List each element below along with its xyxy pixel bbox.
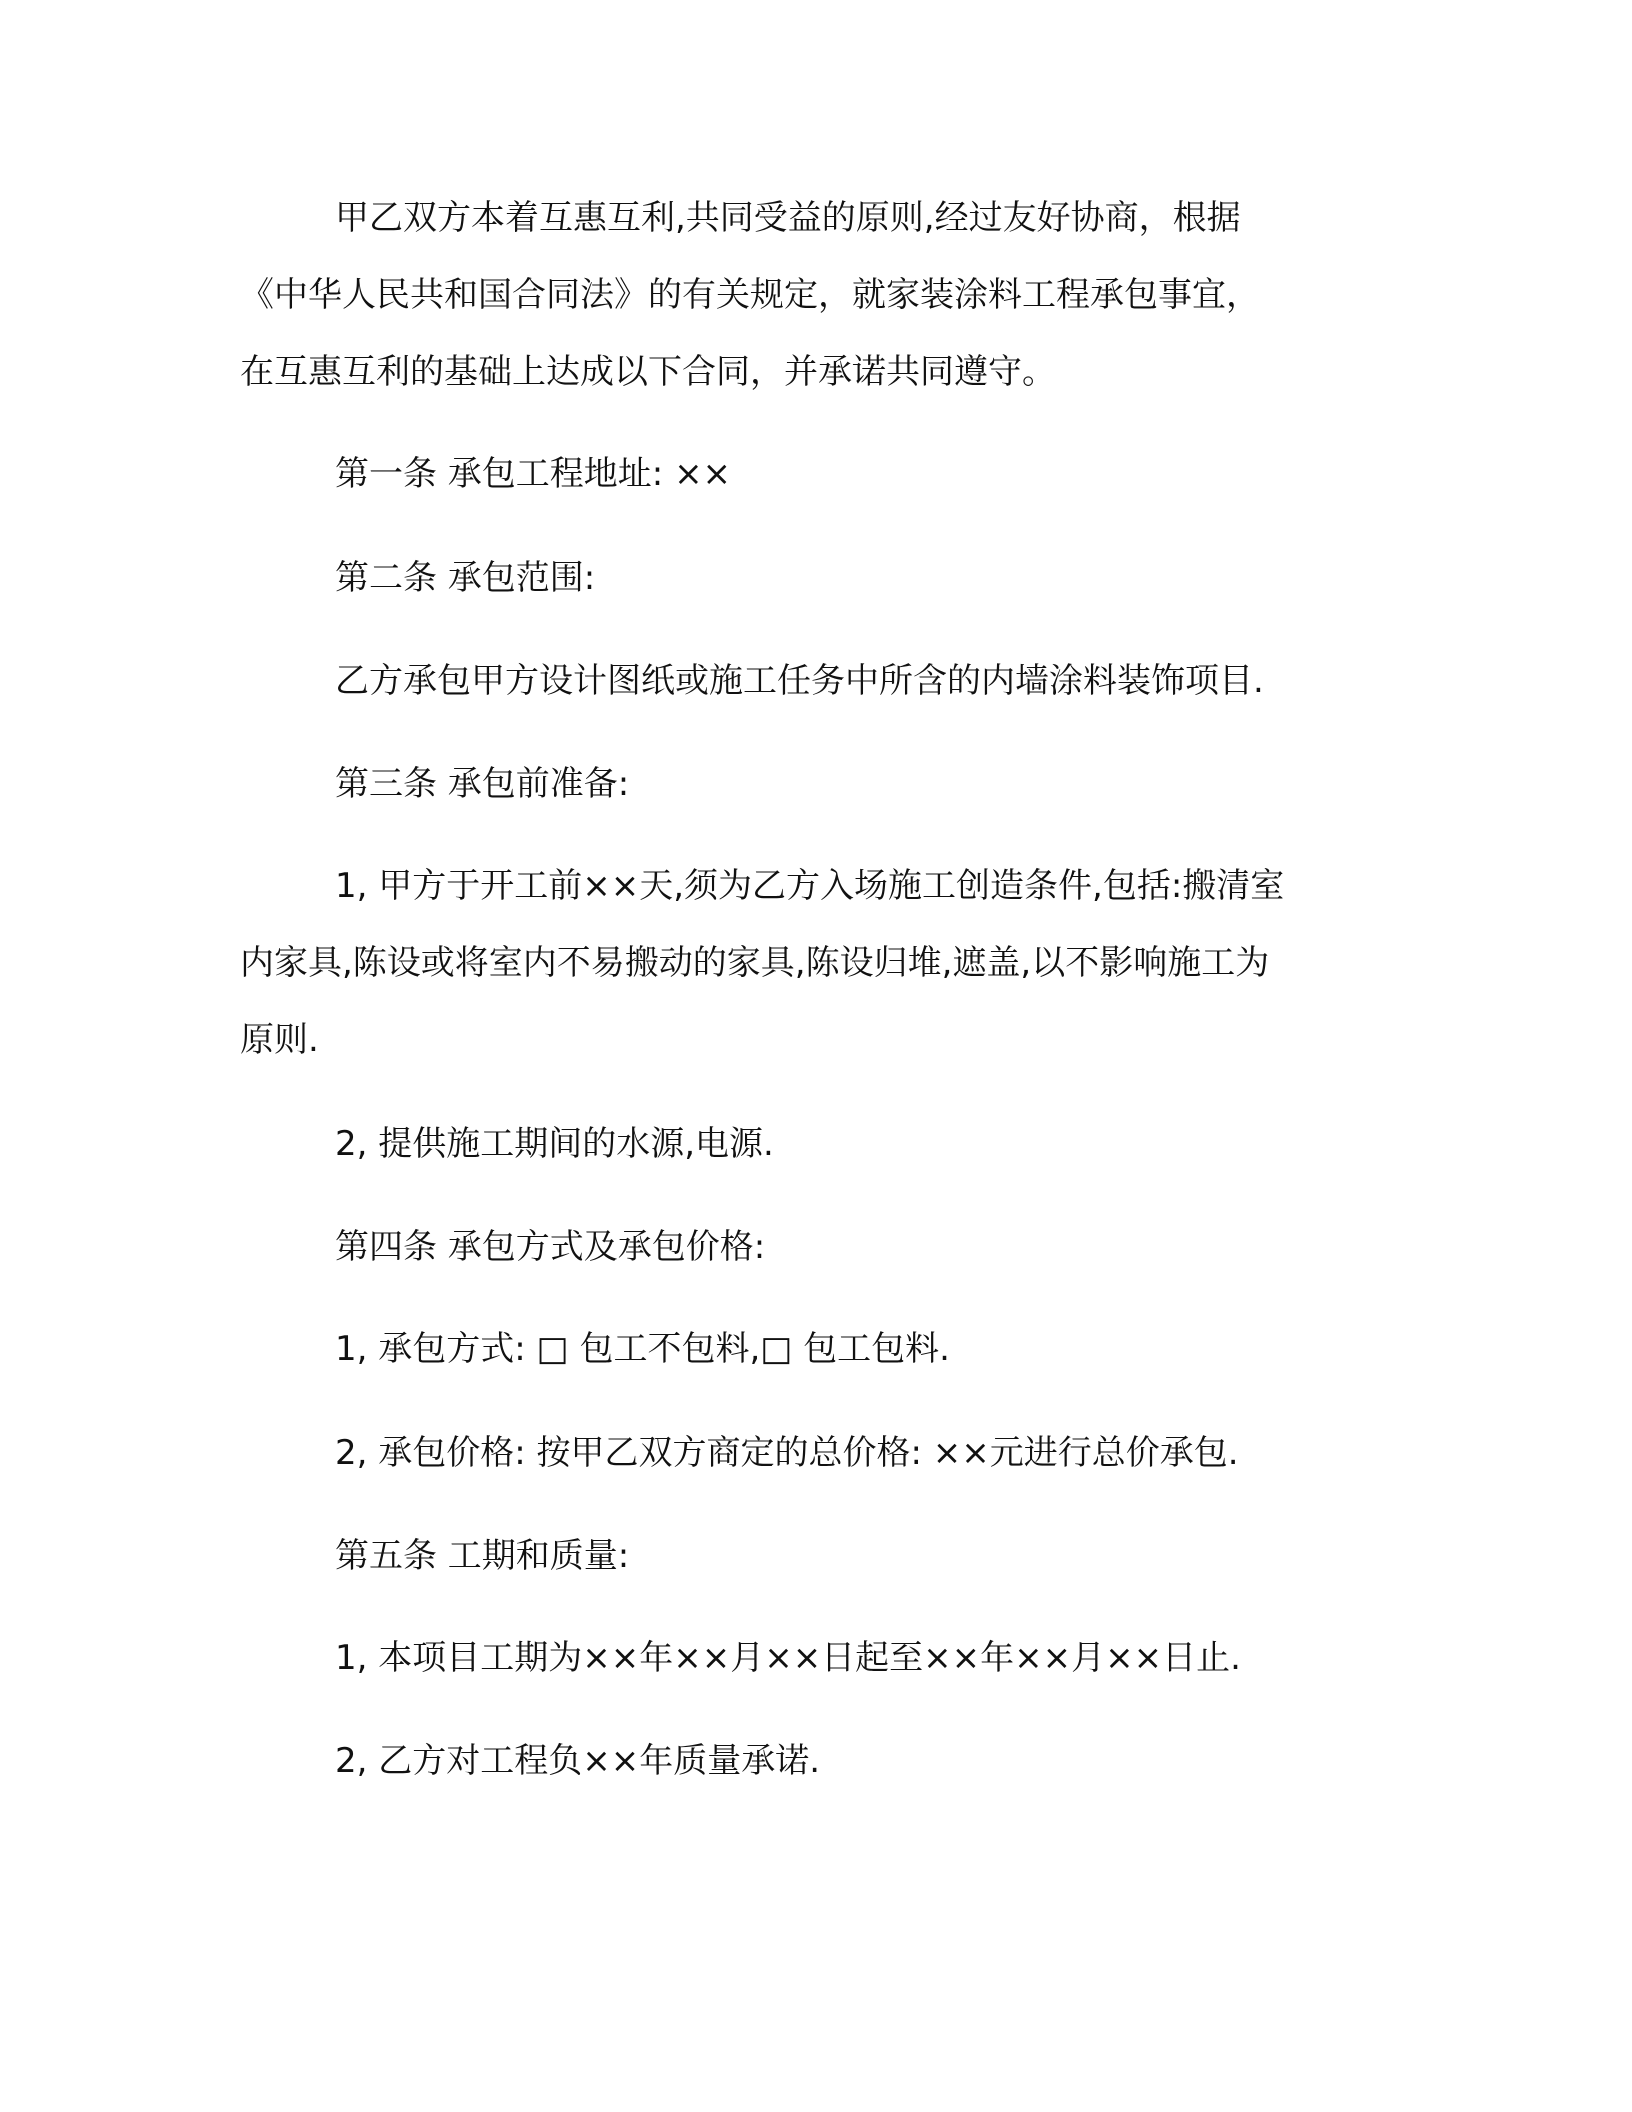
article-5-item-1: [240, 1620, 1390, 1697]
article-5-item-2: [240, 1723, 1390, 1800]
article-3-item-2: [240, 1106, 1390, 1183]
article-1-heading: [240, 436, 1390, 513]
article-3-item-1-line-1: 1, 甲方于开工前××天,须为乙方入场施工创造条件,包括:搬清室: [335, 866, 1285, 906]
article-1-text: 第一条 承包工程地址: ××: [335, 454, 732, 494]
article-4-heading: [240, 1209, 1390, 1286]
article-3-item-2-text: 2, 提供施工期间的水源,电源.: [335, 1124, 774, 1164]
article-2-body-text: 乙方承包甲方设计图纸或施工任务中所含的内墙涂料装饰项目.: [335, 661, 1264, 701]
article-3-item-1: [240, 848, 1390, 1079]
article-5-item-2-text: 2, 乙方对工程负××年质量承诺.: [335, 1741, 821, 1781]
article-3-text: 第三条 承包前准备:: [335, 764, 630, 804]
article-4-item-1-text: 1, 承包方式: □ 包工不包料,□ 包工包料.: [335, 1329, 950, 1369]
article-4-item-2: [240, 1415, 1390, 1492]
article-4-item-2-text: 2, 承包价格: 按甲乙双方商定的总价格: ××元进行总价承包.: [335, 1433, 1239, 1473]
article-5-heading: [240, 1518, 1390, 1595]
article-5-item-1-text: 1, 本项目工期为××年××月××日起至××年××月××日止.: [335, 1638, 1241, 1678]
article-4-item-1: [240, 1311, 1390, 1388]
article-3-heading: [240, 746, 1390, 823]
article-5-text: 第五条 工期和质量:: [335, 1536, 630, 1576]
article-2-body: [240, 643, 1390, 720]
article-4-text: 第四条 承包方式及承包价格:: [335, 1227, 766, 1267]
article-2-text: 第二条 承包范围:: [335, 558, 596, 598]
article-2-heading: [240, 540, 1390, 617]
intro-paragraph: [240, 180, 1390, 411]
article-3-item-1-line-2: 内家具,陈设或将室内不易搬动的家具,陈设归堆,遮盖,以不影响施工为: [240, 943, 1270, 983]
intro-line-1: 甲乙双方本着互惠互利,共同受益的原则,经过友好协商，根据: [335, 198, 1241, 238]
article-3-item-1-line-3: 原则.: [240, 1020, 319, 1060]
intro-line-2: 《中华人民共和国合同法》的有关规定，就家装涂料工程承包事宜，: [240, 275, 1260, 315]
intro-line-3: 在互惠互利的基础上达成以下合同，并承诺共同遵守。: [240, 352, 1056, 392]
